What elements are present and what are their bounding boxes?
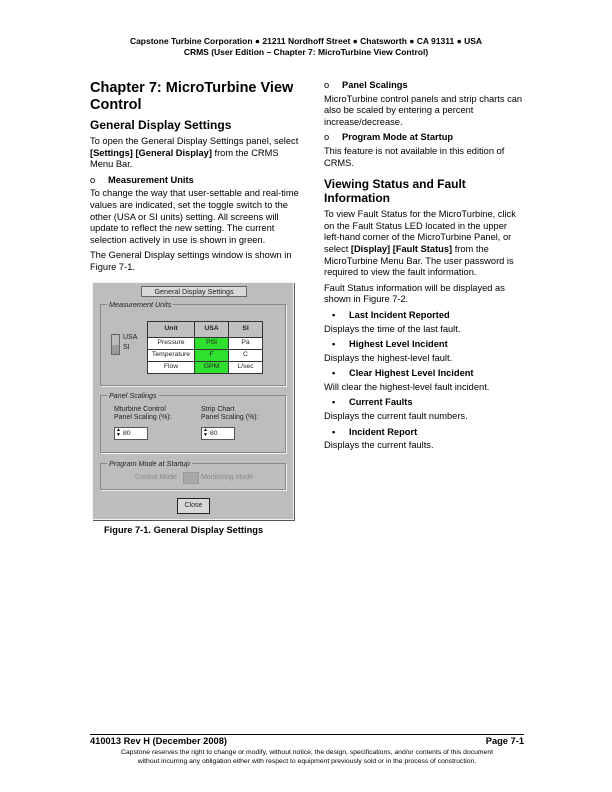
item-description: Displays the highest-level fault. [324,352,453,363]
mturbine-scaling-value[interactable]: 80 [123,429,131,437]
usa-cell: F [195,349,229,361]
control-mode-label: Control Mode [135,473,178,481]
item-title: Highest Level Incident [349,339,448,350]
item-description: Displays the time of the last fault. [324,323,461,334]
program-mode-heading [324,132,524,144]
bullet-dot: • [332,368,336,379]
item-title: Last Incident Reported [349,309,450,320]
panel-scalings-heading-label: Panel Scalings [342,80,408,90]
panel-scalings-group-label: Panel Scalings [109,390,157,400]
mturbine-scaling-spinner[interactable] [114,427,148,440]
section-title: General Display Settings [90,118,232,132]
header-line-2: CRMS (User Edition – Chapter 7: MicroTurbine View Control) [183,47,429,57]
disclaimer-line-2: without incurring any obligation either with respect to equipment previously sold or in the process of construction. [137,758,477,765]
unit-cell: Temperature [148,349,195,361]
bullet-dot: • [332,339,336,350]
strip-scaling-spinner[interactable] [201,427,235,440]
left-column [90,80,300,536]
fault-intro-paragraph [324,209,524,279]
bullet-dot: • [332,309,336,320]
toggle-knob[interactable] [112,345,119,354]
page-number: Page 7-1 [485,736,524,746]
col-si: SI [229,321,263,337]
panel-scalings-paragraph: MicroTurbine control panels and strip charts can also be scaled by entering a percent increase/decrease. [324,93,523,127]
program-mode-heading-label: Program Mode at Startup [342,132,454,143]
spinner-arrows-icon[interactable]: ▲ ▼ [203,426,208,438]
toggle-si-label: SI [123,343,130,351]
list-item [324,310,524,322]
fault-display-paragraph: Fault Status information will be displayed as shown in Figure 7-2. [324,282,505,305]
page-footer [90,735,524,747]
units-table [147,321,263,374]
item-title: Current Faults [349,397,413,408]
usa-cell: GPM [195,361,229,373]
toggle-usa-label: USA [123,333,138,341]
units-paragraph: To change the way that user-settable and real-time values are indicated, set the toggle switch to the other (USA or SI units) setting. All screens will update to reflect the new setting. The current selection actively in use is shown in green. [90,188,299,245]
list-item [324,339,524,351]
intro-paragraph [90,136,300,171]
unit-cell: Pressure [148,337,195,349]
general-display-settings-figure [92,282,294,520]
item-description: Will clear the highest-level fault incident. [324,381,490,392]
right-column [324,80,524,456]
mturbine-scaling-label [114,406,172,422]
fault-section-title: Viewing Status and Fault Information [324,177,466,206]
intro-text-b: from the CRMS Menu Bar. [90,147,279,170]
header-line-1: Capstone Turbine Corporation ● 21211 Nordhoff Street ● Chatsworth ● CA 91311 ● USA [129,36,483,46]
measurement-units-group-label: Measurement Units [109,299,172,309]
mturbine-label-line-2: Panel Scaling (%): [114,413,172,421]
units-heading-label: Measurement Units [108,174,194,185]
col-unit: Unit [148,321,195,337]
strip-scaling-label [201,406,259,422]
window-paragraph: The General Display settings window is shown in Figure 7-1. [90,250,292,272]
units-heading [90,175,300,187]
bullet-marker: o [90,174,96,185]
document-id: 410013 Rev H (December 2008) [90,736,227,746]
chapter-title: Chapter 7: MicroTurbine View Control [90,80,294,113]
program-mode-toggle[interactable] [183,472,199,484]
col-usa: USA [195,321,229,337]
figure-window-title: General Display Settings [141,286,247,297]
item-title: Incident Report [349,426,418,437]
si-cell: Pa [229,337,263,349]
page-header [0,36,612,58]
program-mode-group-label: Program Mode at Startup [109,458,190,468]
bullet-marker: o [324,132,330,143]
si-cell: C [229,349,263,361]
strip-label-line-1: Strip Chart [201,405,235,413]
usa-cell: PSI [195,337,229,349]
panel-scalings-heading [324,80,524,92]
table-row [148,349,263,361]
fault-menu-path: [Display] [Fault Status] [350,243,453,254]
toggle-track[interactable] [111,334,120,355]
program-mode-paragraph: This feature is not available in this edition of CRMS. [324,145,505,168]
bullet-dot: • [332,397,336,408]
bullet-dot: • [332,426,336,437]
item-title: Clear Highest Level Incident [349,368,474,379]
table-row [148,337,263,349]
fault-text-b: from the MicroTurbine Menu Bar. The user password is required to view the fault information. [324,243,514,278]
unit-cell: Flow [148,361,195,373]
measurement-units-group [100,299,286,386]
figure-caption: Figure 7-1. General Display Settings [104,524,264,535]
footer-disclaimer [60,748,554,766]
spinner-arrows-icon[interactable]: ▲ ▼ [116,426,121,438]
si-cell: L/sec [229,361,263,373]
fault-text-a: To view Fault Status for the MicroTurbine, click on the Fault Status LED located in the upper left-hand corner of the MicroTurbine Panel, or select [324,209,516,254]
strip-scaling-value[interactable]: 80 [210,429,218,437]
close-button[interactable]: Close [177,498,210,514]
program-mode-group [100,458,286,490]
intro-text-a: To open the General Display Settings panel, select [90,136,299,146]
disclaimer-line-1: Capstone reserves the right to change or modify, without notice, the design, specifications, and/or contents of this document [120,749,494,756]
strip-label-line-2: Panel Scaling (%): [201,413,259,421]
intro-menu-path: [Settings] [General Display] [90,147,212,158]
item-description: Displays the current fault numbers. [324,411,468,422]
list-item [324,368,524,380]
bullet-marker: o [324,80,330,90]
list-item [324,427,524,439]
mturbine-label-line-1: Mturbine Control [114,405,166,413]
table-header-row [148,321,263,337]
table-row [148,361,263,373]
monitoring-mode-label: Monitoring Mode [201,473,254,481]
list-item [324,397,524,409]
panel-scalings-group [100,390,286,453]
item-description: Displays the current faults. [324,440,434,451]
